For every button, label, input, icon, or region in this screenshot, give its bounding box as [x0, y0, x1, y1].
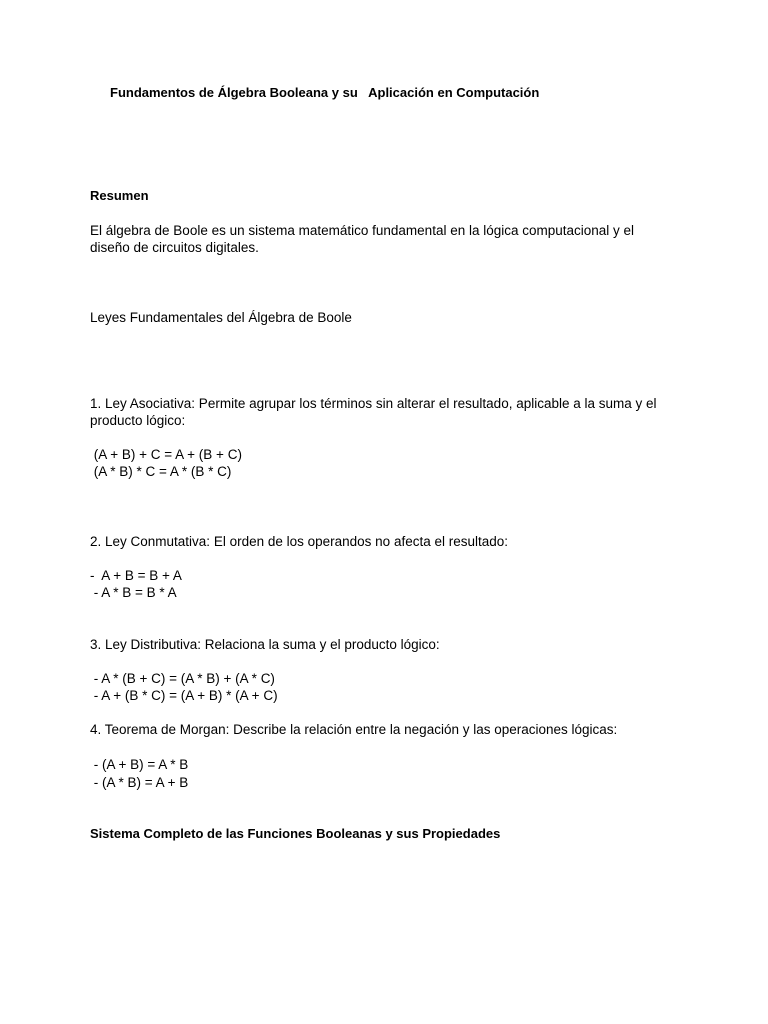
- section-heading: Sistema Completo de las Funciones Booleanas y sus Propiedades: [90, 826, 501, 841]
- law-commutative-line: 2. Ley Conmutativa: El orden de los operandos no afecta el resultado:: [90, 534, 509, 549]
- abstract-text-line-1: El álgebra de Boole es un sistema matemático fundamental en la lógica computacional y el: [90, 223, 635, 238]
- law-commutative-equation-1: - A + B = B + A: [90, 568, 182, 583]
- laws-heading: Leyes Fundamentales del Álgebra de Boole: [90, 310, 352, 325]
- law-associative-line-2: producto lógico:: [90, 413, 186, 428]
- abstract-heading: Resumen: [90, 188, 149, 203]
- law-distributive-equation-2: - A + (B * C) = (A + B) * (A + C): [90, 688, 278, 703]
- law-morgan-equation-1: - (A + B) = A * B: [90, 757, 189, 772]
- law-morgan-line: 4. Teorema de Morgan: Describe la relación entre la negación y las operaciones lógicas:: [90, 722, 618, 737]
- law-distributive-line: 3. Ley Distributiva: Relaciona la suma y el producto lógico:: [90, 637, 440, 652]
- law-morgan-equation-2: - (A * B) = A + B: [90, 775, 189, 790]
- document-title: Fundamentos de Álgebra Booleana y su Aplicación en Computación: [110, 85, 540, 100]
- law-commutative-equation-2: - A * B = B * A: [90, 585, 177, 600]
- law-distributive-equation-1: - A * (B + C) = (A * B) + (A * C): [90, 671, 275, 686]
- law-associative-equation-1: (A + B) + C = A + (B + C): [90, 447, 242, 462]
- law-associative-line-1: 1. Ley Asociativa: Permite agrupar los términos sin alterar el resultado, aplicable a la suma y el: [90, 396, 657, 411]
- law-associative-equation-2: (A * B) * C = A * (B * C): [90, 464, 232, 479]
- abstract-text-line-2: diseño de circuitos digitales.: [90, 240, 259, 255]
